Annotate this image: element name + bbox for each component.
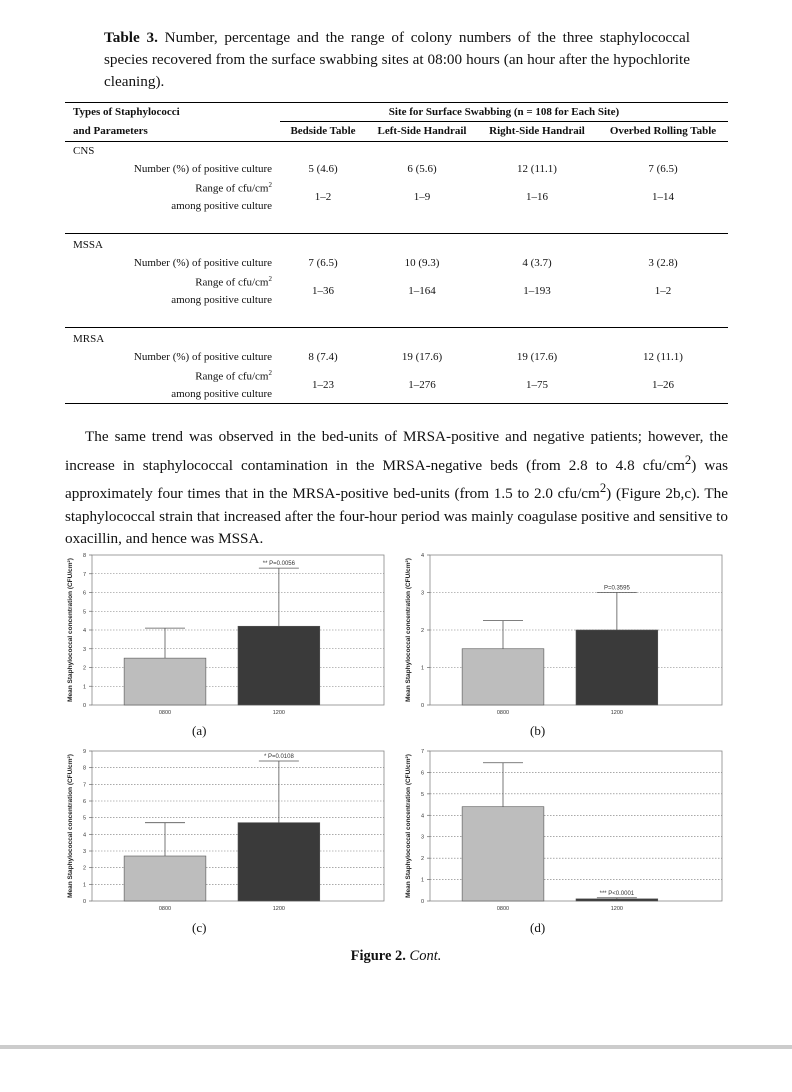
bar-1200 <box>238 626 320 705</box>
y-tick-label: 6 <box>82 799 86 805</box>
y-tick-label: 3 <box>420 590 424 597</box>
col-header-4: Overbed Rolling Table <box>609 125 717 137</box>
cell-range: 1–23 <box>312 379 334 391</box>
figure-caption-label: Figure 2. <box>350 948 406 964</box>
y-tick-label: 8 <box>82 553 86 559</box>
x-category-label: 0800 <box>496 906 510 912</box>
y-axis-label: Mean Staphylococcal concentration (CFU/cm²) <box>67 754 74 898</box>
row-label-range-sup: 2 <box>268 181 272 189</box>
bar-1200 <box>576 630 658 705</box>
y-axis-label: Mean Staphylococcal concentration (CFU/cm²) <box>67 558 74 702</box>
cell-range: 1–2 <box>314 191 332 203</box>
row-label-range-sup: 2 <box>268 369 272 377</box>
y-tick-label: 0 <box>82 703 86 709</box>
cell-number: 12 (11.1) <box>643 351 683 363</box>
table-caption <box>104 27 690 93</box>
y-tick-label: 1 <box>82 882 86 889</box>
y-tick-label: 1 <box>420 665 424 672</box>
y-tick-label: 7 <box>420 749 424 755</box>
cell-range: 1–276 <box>408 379 436 391</box>
figure-caption-text: Cont. <box>409 948 442 964</box>
cell-range: 1–164 <box>408 285 436 297</box>
cell-number: 5 (4.6) <box>308 163 338 175</box>
x-category-label: 1200 <box>610 710 624 716</box>
x-category-label: 1200 <box>272 710 286 716</box>
figure-caption <box>0 948 792 965</box>
bar-chart-svg <box>62 745 392 915</box>
cell-number: 10 (9.3) <box>404 257 440 269</box>
y-tick-label: 7 <box>82 571 86 578</box>
y-tick-label: 2 <box>420 856 424 863</box>
panel-label: (c) <box>192 920 207 935</box>
y-tick-label: 4 <box>420 813 424 820</box>
row-label-range-text: Range of cfu/cm <box>195 370 269 383</box>
col0-header-line1: Types of Staphylococci <box>73 106 180 118</box>
row-label-range <box>65 181 272 195</box>
y-tick-label: 2 <box>420 628 424 634</box>
table-caption-text: Number, percentage and the range of colony numbers of the three staphylococcal species recovered from the surface swabbing sites at 08:00 hours (an hour after the hypochlorite cleaning). <box>104 29 690 90</box>
y-tick-label: 2 <box>82 665 86 672</box>
group-rule <box>65 233 728 234</box>
y-tick-label: 3 <box>420 834 424 841</box>
cell-number: 7 (6.5) <box>308 257 338 269</box>
superscript: 2 <box>599 481 607 496</box>
table-rule-bottom <box>65 403 728 404</box>
y-tick-label: 4 <box>82 628 86 634</box>
cell-range: 1–9 <box>413 191 431 203</box>
x-category-label: 0800 <box>158 906 172 912</box>
bar-chart-svg <box>62 549 392 719</box>
y-tick-label: 0 <box>420 703 424 709</box>
y-tick-label: 6 <box>420 770 424 777</box>
cell-range: 1–193 <box>523 285 551 297</box>
y-tick-label: 0 <box>82 899 86 905</box>
group-name: MSSA <box>73 239 103 251</box>
cell-number: 8 (7.4) <box>308 351 338 363</box>
y-tick-label: 3 <box>82 646 86 653</box>
x-category-label: 0800 <box>496 710 510 716</box>
superscript: 2 <box>684 452 692 467</box>
bar-chart-svg <box>400 745 730 915</box>
group-name: CNS <box>73 145 95 157</box>
p-value-annotation: P=0.3595 <box>603 585 630 592</box>
p-value-annotation: * P=0.0108 <box>263 754 294 760</box>
cell-number: 4 (3.7) <box>522 257 552 269</box>
table-rule-top <box>65 102 728 103</box>
x-category-label: 0800 <box>158 710 172 716</box>
y-tick-label: 6 <box>82 590 86 597</box>
row-label-range-2: among positive culture <box>171 200 272 212</box>
col-header-2: Left-Side Handrail <box>377 125 467 137</box>
cell-range: 1–36 <box>312 285 334 297</box>
y-tick-label: 1 <box>82 684 86 691</box>
y-tick-label: 1 <box>420 877 424 884</box>
cell-range: 1–2 <box>654 285 672 297</box>
row-label-range <box>65 275 272 289</box>
panel-label: (a) <box>192 723 207 738</box>
chart-panel-2 <box>400 549 730 719</box>
bar-0800 <box>462 649 544 705</box>
cell-number: 3 (2.8) <box>648 257 678 269</box>
bar-0800 <box>124 856 206 901</box>
y-tick-label: 7 <box>82 782 86 789</box>
header-rule <box>65 141 728 142</box>
row-label-number: Number (%) of positive culture <box>133 351 272 363</box>
row-label-range <box>65 369 272 383</box>
y-axis-label: Mean Staphylococcal concentration (CFU/cm²) <box>405 754 412 898</box>
paragraph-part-1: The same trend was observed in the bed-units of MRSA-positive and negative patients; however, the increase in staphylococcal contamination in the MRSA-negative beds (from 2.8 to 4.8 cfu/cm <box>65 428 728 474</box>
row-label-number: Number (%) of positive culture <box>133 163 272 175</box>
cell-number: 19 (17.6) <box>401 351 443 363</box>
paragraph-part-3: ) (Figure 2b,c). The staphylococcal strain that increased after the four-hour period was mainly coagulase positive and sensitive to oxacillin, and hence was MSSA. <box>65 485 728 548</box>
panel-label: (b) <box>530 723 546 738</box>
cell-number: 7 (6.5) <box>648 163 678 175</box>
x-category-label: 1200 <box>272 906 286 912</box>
y-tick-label: 5 <box>82 815 86 822</box>
cell-number: 6 (5.6) <box>407 163 437 175</box>
row-label-number: Number (%) of positive culture <box>133 257 272 269</box>
row-label-range-sup: 2 <box>268 275 272 283</box>
bar-0800 <box>462 807 544 901</box>
p-value-annotation: ** P=0.0056 <box>262 561 295 568</box>
panel-label: (d) <box>530 920 546 935</box>
chart-panel-4 <box>400 745 730 915</box>
y-tick-label: 5 <box>420 791 424 798</box>
cell-number: 12 (11.1) <box>517 163 557 175</box>
y-tick-label: 3 <box>82 849 86 855</box>
bar-1200 <box>238 823 320 901</box>
row-label-range-text: Range of cfu/cm <box>195 182 269 195</box>
col-header-1: Bedside Table <box>290 125 356 137</box>
chart-panel-1 <box>62 549 392 719</box>
y-tick-label: 4 <box>420 553 424 559</box>
y-tick-label: 5 <box>82 609 86 616</box>
footer-bar <box>0 1045 792 1049</box>
y-tick-label: 4 <box>82 832 86 839</box>
col0-header-line2: and Parameters <box>73 125 148 137</box>
cell-number: 19 (17.6) <box>516 351 558 363</box>
paragraph-part-2: ) was approximately four times that in the MRSA-positive bed-units (from 1.5 to 2.0 cfu/cm <box>65 456 728 503</box>
y-tick-label: 2 <box>82 865 86 872</box>
group-rule <box>65 327 728 328</box>
cell-range: 1–75 <box>526 379 548 391</box>
x-category-label: 1200 <box>610 906 624 912</box>
y-tick-label: 0 <box>420 899 424 905</box>
row-label-range-2: among positive culture <box>171 388 272 400</box>
chart-panel-3 <box>62 745 392 915</box>
y-tick-label: 8 <box>82 765 86 772</box>
cell-range: 1–26 <box>652 379 674 391</box>
row-label-range-2: among positive culture <box>171 294 272 306</box>
y-tick-label: 9 <box>82 749 86 755</box>
row-label-range-text: Range of cfu/cm <box>195 276 269 289</box>
table-caption-label: Table 3. <box>104 29 158 46</box>
y-axis-label: Mean Staphylococcal concentration (CFU/cm²) <box>405 558 412 702</box>
span-header: Site for Surface Swabbing (n = 108 for Each Site) <box>388 106 620 118</box>
col-header-3: Right-Side Handrail <box>489 125 585 137</box>
span-header-rule <box>280 121 728 122</box>
bar-0800 <box>124 658 206 705</box>
cell-range: 1–14 <box>652 191 674 203</box>
bar-1200 <box>576 899 658 901</box>
cell-range: 1–16 <box>526 191 548 203</box>
bar-chart-svg <box>400 549 730 719</box>
p-value-annotation: *** P<0.0001 <box>599 890 635 897</box>
group-name: MRSA <box>73 333 105 345</box>
body-paragraph <box>65 426 728 551</box>
